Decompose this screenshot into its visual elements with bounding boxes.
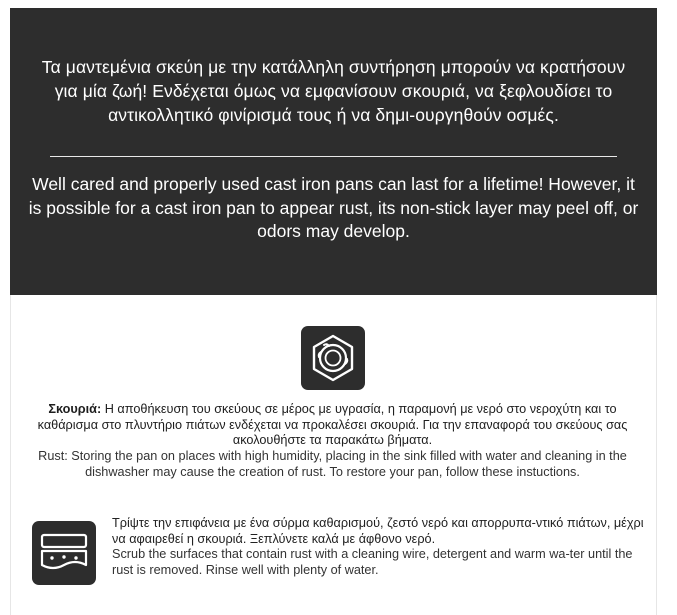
intro-english-text: Well cared and properly used cast iron pans can last for a lifetime! However, it is possible for a cast iron pan to appear rust, its non-stick layer may peel off, or odors may develop. — [28, 174, 639, 241]
scrub-sponge-icon — [32, 521, 96, 585]
rust-greek-text: Η αποθήκευση του σκεύους σε μέρος με υγρασία, η παραμονή με νερό στο νεροχύτη και το καθάρισμα στο πλυντήριο πιάτων ενδέχεται να προκαλέσει σκουριά. Για την επαναφορά του σκεύους σας ακολουθήστε τα παρακάτω βήματα. — [37, 402, 628, 448]
rust-cast-iron-icon — [301, 326, 365, 390]
rust-english-text: Rust: Storing the pan on places with high humidity, placing in the sink filled with water and cleaning in the dishwasher may cause the creation of rust. To restore your pan, follow these instuctions. — [38, 449, 627, 479]
scrub-section — [112, 516, 644, 579]
scrub-greek-text: Τρίψτε την επιφάνεια με ένα σύρμα καθαρισμού, ζεστό νερό και απορρυπα-ντικό πιάτων, μέχρι να αφαιρεθεί η σκουριά. Ξεπλύνετε καλά με άφθονο νερό. — [112, 516, 644, 546]
divider — [50, 156, 617, 157]
rust-label: Σκουριά: — [48, 402, 102, 416]
intro-banner — [10, 8, 657, 295]
scrub-english-text: Scrub the surfaces that contain rust with a cleaning wire, detergent and warm wa-ter until the rust is removed. Rinse well with plenty of water. — [112, 547, 633, 578]
rust-section — [30, 402, 635, 481]
intro-greek-text: Τα μαντεμένια σκεύη με την κατάλληλη συντήρηση μπορούν να κρατήσουν για μία ζωή! Ενδέχεται όμως να εμφανίσουν σκουριά, να ξεφλουδίσει το αντικολλητικό φινίρισμά τους ή να δημι-ουργηθούν οσμές. — [41, 57, 626, 125]
rust-greek — [30, 402, 635, 449]
